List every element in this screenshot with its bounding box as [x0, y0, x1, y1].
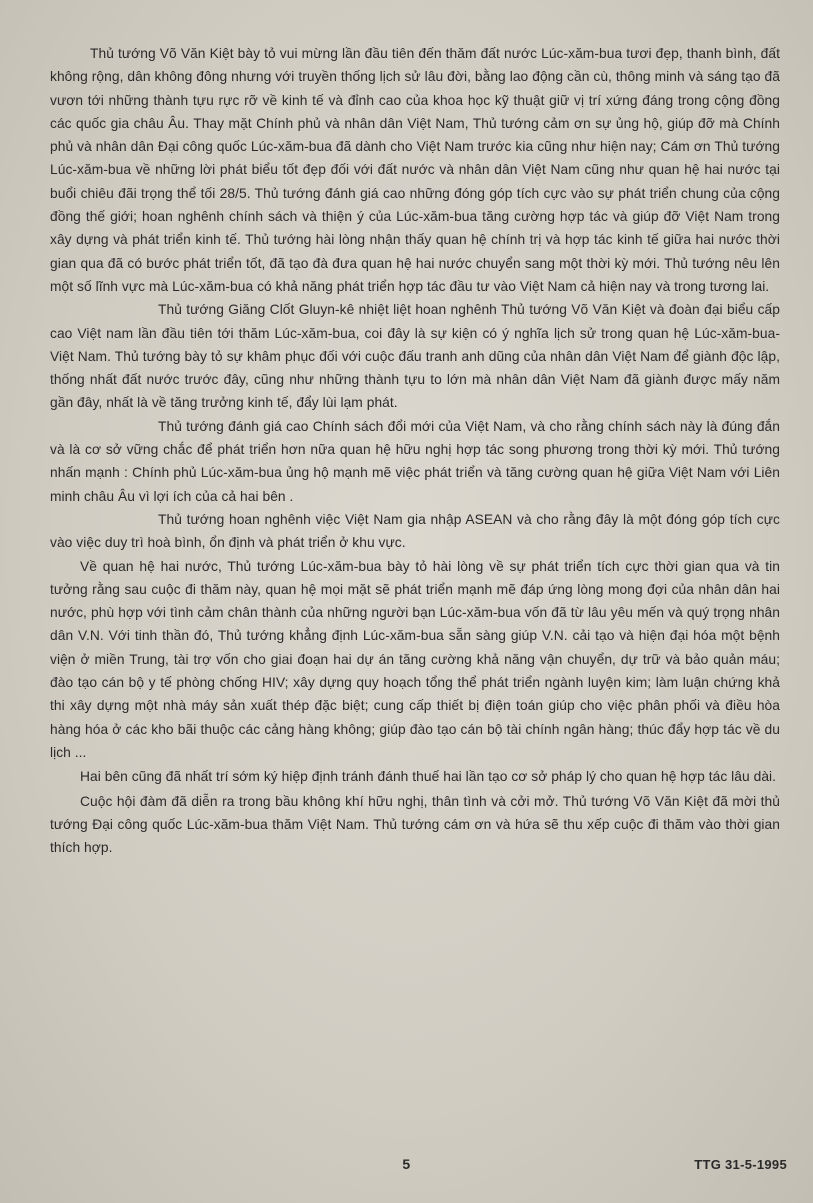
paragraph-5: Về quan hệ hai nước, Thủ tướng Lúc-xăm-bua bày tỏ hài lòng về sự phát triển tích cực thời gian qua và tin tưởng rằng sau cuộc đi thăm này, quan hệ mọi mặt sẽ phát triển mạnh mẽ đáp ứng lòng mong đợi của nhân dân hai nước, phù hợp với tình cảm chân thành của những người bạn Lúc-xăm-bua vốn đã từ lâu yêu mến và quý trọng nhân dân V.N. Với tinh thần đó, Thủ tướng khẳng định Lúc-xăm-bua sẵn sàng giúp V.N. cải tạo và hiện đại hóa một bệnh viện ở miền Trung, tài trợ vốn cho giai đoạn hai dự án tăng cường khả năng vận chuyển, dự trữ và bảo quản máu; đào tạo cán bộ y tế phòng chống HIV; xây dựng quy hoạch tổng thể phát triển ngành luyện kim; làm luận chứng khả thi xây dựng một nhà máy sản xuất thép đặc biệt; cung cấp thiết bị điện toán giúp cho việc phân phối và điều hòa hàng hóa ở các kho bãi thuộc các cảng hàng không; giúp đào tạo cán bộ tài chính ngân hàng; thúc đẩy hợp tác về du lịch ... [50, 558, 780, 760]
paragraph-2: Thủ tướng Giăng Clốt Gluyn-kê nhiệt liệt hoan nghênh Thủ tướng Võ Văn Kiệt và đoàn đại biểu cấp cao Việt nam lần đầu tiên tới thăm Lúc-xăm-bua, coi đây là sự kiện có ý nghĩa lịch sử trong quan hệ Lúc-xăm-bua- Việt Nam. Thủ tướng bày tỏ sự khâm phục đối với cuộc đấu tranh anh dũng của nhân dân Việt Nam để giành độc lập, thống nhất đất nước trước đây, cũng như những thành tựu to lớn mà nhân dân Việt Nam đã giành được mấy năm gần đây, nhất là về tăng trưởng kinh tế, đẩy lùi lạm phát. [50, 302, 780, 411]
paragraph-6: Hai bên cũng đã nhất trí sớm ký hiệp định tránh đánh thuế hai lần tạo cơ sở pháp lý cho quan hệ hợp tác lâu dài. [80, 769, 777, 785]
page-number: 5 [402, 1156, 411, 1172]
article-body [50, 42, 780, 859]
source-date-stamp: TTG 31-5-1995 [694, 1157, 787, 1172]
paragraph-7: Cuộc hội đàm đã diễn ra trong bầu không khí hữu nghị, thân tình và cởi mở. Thủ tướng Võ Văn Kiệt đã mời thủ tướng Đại công quốc Lúc-xăm-bua thăm Việt Nam. Thủ tướng cám ơn và hứa sẽ thu xếp cuộc đi thăm vào thời gian thích hợp. [50, 793, 780, 856]
paragraph-1: Thủ tướng Võ Văn Kiệt bày tỏ vui mừng lần đầu tiên đến thăm đất nước Lúc-xăm-bua tươi đẹp, thanh bình, đất không rộng, dân không đông nhưng với truyền thống lịch sử lâu đời, bằng lao động cần cù, thông minh và sáng tạo đã vươn tới những thành tựu rực rỡ về kinh tế và đỉnh cao của khoa học kỹ thuật giữ vị trí xứng đáng trong cộng đồng các quốc gia châu Âu. Thay mặt Chính phủ và nhân dân Việt Nam, Thủ tướng cảm ơn sự ủng hộ, giúp đỡ mà Chính phủ và nhân dân Đại công quốc Lúc-xăm-bua đã dành cho Việt Nam trước kia cũng như hiện nay; Cám ơn Thủ tướng Lúc-xăm-bua về những lời phát biểu tốt đẹp đối với đất nước và nhân dân Việt Nam cũng như quan hệ hai nước tại buổi chiêu đãi trọng thể tối 28/5. Thủ tướng đánh giá cao những đóng góp tích cực vào sự phát triển chung của cộng đồng thế giới; hoan nghênh chính sách và thiện ý của Lúc-xăm-bua tăng cường hợp tác và giúp đỡ Việt Nam trong xây dựng và phát triển kinh tế. Thủ tướng hài lòng nhận thấy quan hệ chính trị và hợp tác kinh tế giữa hai nước thời gian qua đã có bước phát triển tốt, đã tạo đà đưa quan hệ hai nước chuyển sang một thời kỳ mới. Thủ tướng nêu lên một số lĩnh vực mà Lúc-xăm-bua có khả năng phát triển hợp tác đầu tư vào Việt Nam cả hiện nay và trong tương lai. [50, 46, 780, 294]
paragraph-4: Thủ tướng hoan nghênh việc Việt Nam gia nhập ASEAN và cho rằng đây là một đóng góp tích cực vào việc duy trì hoà bình, ổn định và phát triển ở khu vực. [50, 511, 780, 551]
paragraph-3: Thủ tướng đánh giá cao Chính sách đổi mới của Việt Nam, và cho rằng chính sách này là đúng đắn và là cơ sở vững chắc để phát triển hơn nữa quan hệ hữu nghị hợp tác song phương trong thời kỳ mới. Thủ tướng nhấn mạnh : Chính phủ Lúc-xăm-bua ủng hộ mạnh mẽ việc phát triển và tăng cường quan hệ giữa Việt Nam với Liên minh châu Âu vì lợi ích của cả hai bên . [50, 418, 780, 504]
